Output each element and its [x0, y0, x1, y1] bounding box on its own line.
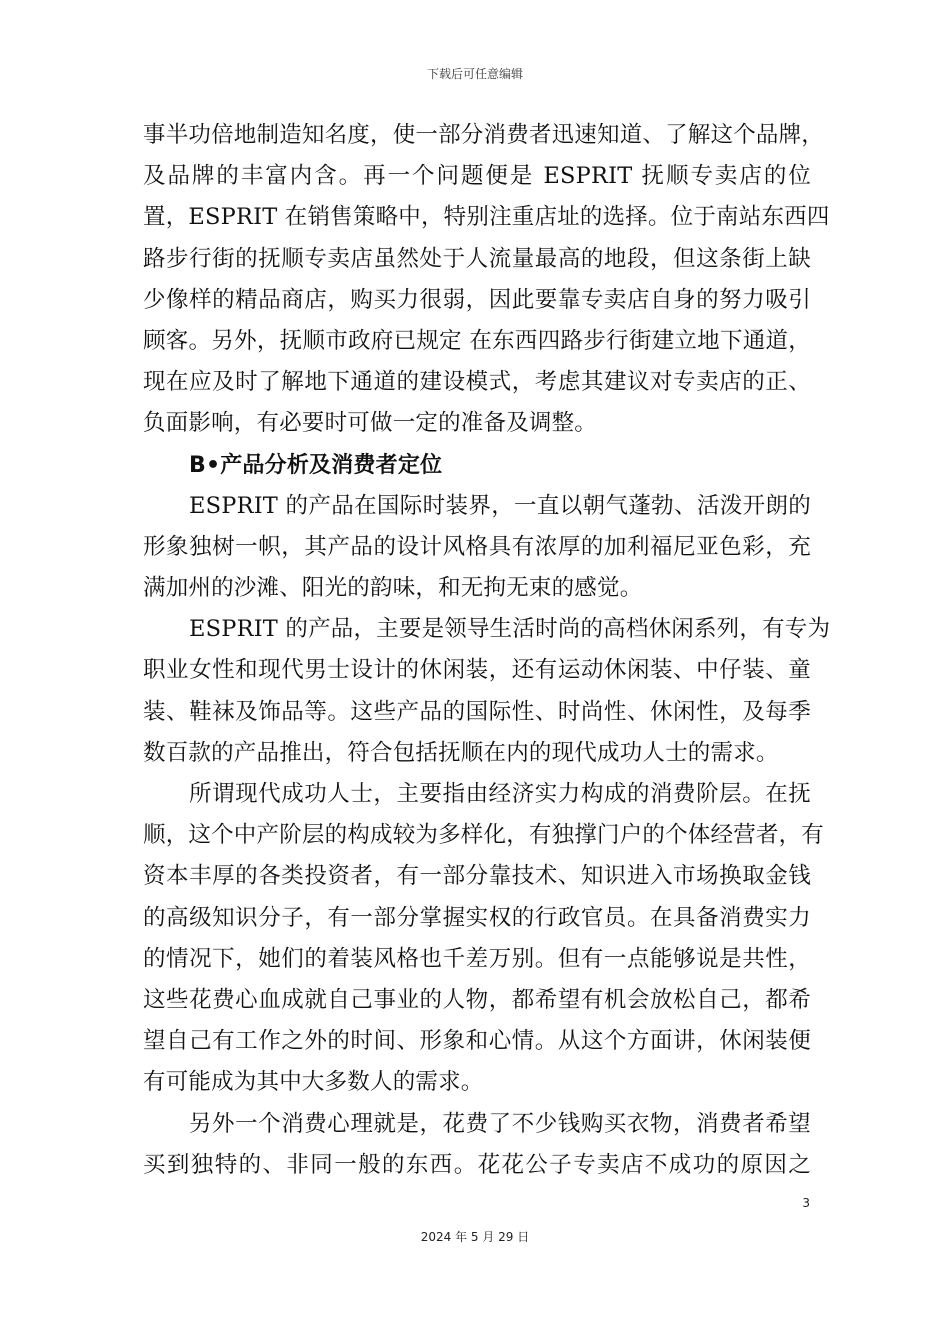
- text-line: 装、鞋袜及饰品等。这些产品的国际性、时尚性、休闲性，及每季: [143, 698, 811, 725]
- text-line: 顺，这个中产阶层的构成较为多样化，有独撑门户的个体经营者，有: [143, 822, 825, 849]
- text-line: 少像样的精品商店，购买力很弱，因此要靠专卖店自身的努力吸引: [143, 286, 811, 313]
- text-line: 数百款的产品推出，符合包括抚顺在内的现代成功人士的需求。: [143, 739, 779, 766]
- text-line: 的情况下，她们的着装风格也千差万别。但有一点能够说是共性，: [143, 945, 811, 972]
- text-line: 这些花费心血成就自己事业的人物，都希望有机会放松自己，都希: [143, 986, 811, 1013]
- text-line: 形象独树一帜，其产品的设计风格具有浓厚的加利福尼亚色彩，充: [143, 533, 811, 560]
- text-line: 顾客。另外，抚顺市政府已规定 在东西四路步行街建立地下通道，: [143, 327, 811, 354]
- text-line: 望自己有工作之外的时间、形象和心情。从这个方面讲，休闲装便: [143, 1028, 811, 1055]
- document-body: [143, 115, 831, 1186]
- text-line: 资本丰厚的各类投资者，有一部分靠技术、知识进入市场换取金钱: [143, 863, 811, 890]
- page-header: 下载后可任意编辑: [426, 67, 523, 81]
- text-line: ESPRIT 的产品在国际时装界，一直以朝气蓬勃、活泼开朗的: [189, 492, 811, 519]
- text-line: 路步行街的抚顺专卖店虽然处于人流量最高的地段，但这条街上缺: [143, 245, 811, 272]
- text-line: ESPRIT 的产品，主要是领导生活时尚的高档休闲系列，有专为: [189, 616, 831, 643]
- page-number: 3: [802, 1196, 810, 1210]
- text-line: 职业女性和现代男士设计的休闲装，还有运动休闲装、中仔装、童: [143, 657, 811, 684]
- text-line: 现在应及时了解地下通道的建设模式，考虑其建议对专卖店的正、: [143, 369, 811, 396]
- text-line: 买到独特的、非同一般的东西。花花公子专卖店不成功的原因之: [143, 1151, 811, 1178]
- page-footer-date: 2024 年 5 月 29 日: [420, 1230, 530, 1244]
- section-heading: B•产品分析及消费者定位: [189, 452, 443, 478]
- text-line: 满加州的沙滩、阳光的韵味，和无拘无束的感觉。: [143, 575, 643, 602]
- text-line: 置，ESPRIT 在销售策略中，特别注重店址的选择。位于南站东西四: [143, 204, 830, 231]
- text-line: 负面影响，有必要时可做一定的准备及调整。: [143, 410, 598, 437]
- text-line: 事半功倍地制造知名度，使一部分消费者迅速知道、了解这个品牌，: [143, 122, 825, 148]
- text-line: 的高级知识分子，有一部分掌握实权的行政官员。在具备消费实力: [143, 904, 811, 931]
- text-line: 另外一个消费心理就是，花费了不少钱购买衣物，消费者希望: [189, 1110, 811, 1137]
- text-line: 所谓现代成功人士，主要指由经济实力构成的消费阶层。在抚: [189, 781, 811, 807]
- text-line: 有可能成为其中大多数人的需求。: [143, 1069, 484, 1096]
- text-line: 及品牌的丰富内含。再一个问题便是 ESPRIT 抚顺专卖店的位: [143, 163, 811, 190]
